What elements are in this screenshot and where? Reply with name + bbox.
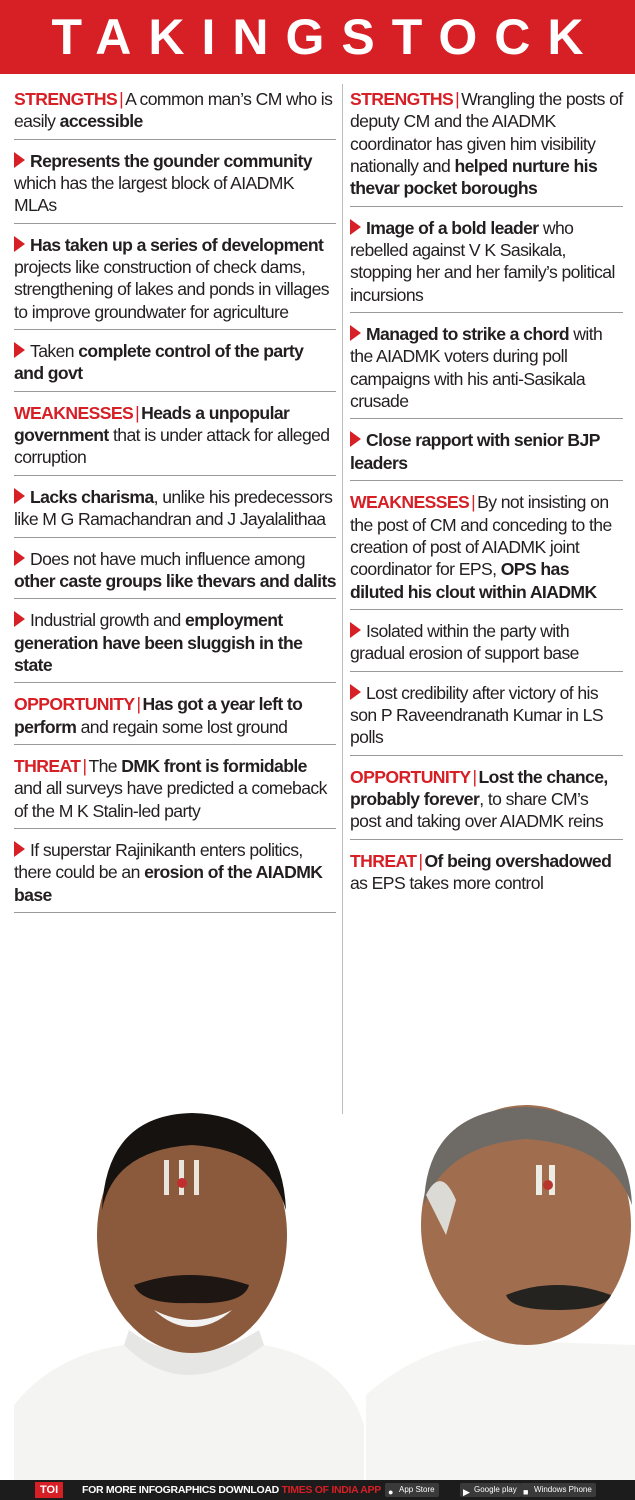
highlight-text: OPS has diluted his clout within AIADMK: [350, 559, 597, 602]
label-separator: |: [119, 89, 124, 109]
footer-bar: [0, 1480, 635, 1500]
ops-portrait: [366, 1105, 635, 1480]
google-play-badge[interactable]: [460, 1483, 521, 1497]
body-text: , to share CM’s post and taking over AIADMK reins: [350, 788, 604, 832]
body-text: as EPS takes more control: [350, 872, 544, 893]
bullet-arrow-icon: [350, 219, 361, 235]
highlight-text: Lacks charisma: [30, 486, 154, 507]
highlight-text: helped nurture his thevar pocket boroughs: [350, 156, 598, 199]
body-text: Does not have much influence among: [30, 548, 305, 569]
bullet-arrow-icon: [14, 152, 25, 168]
bullet-arrow-icon: [350, 431, 361, 447]
section-label: THREAT: [350, 850, 417, 871]
right_column-item: [350, 425, 623, 481]
body-text: with the AIADMK voters during poll campaigns with his anti-Sasikala crusade: [350, 324, 603, 412]
footer-promo-text: FOR MORE INFOGRAPHICS DOWNLOAD: [82, 1484, 282, 1496]
highlight-text: employment generation have been sluggish in the state: [14, 610, 303, 675]
body-text: Industrial growth and: [30, 610, 186, 631]
right_column-item: [350, 616, 623, 672]
body-text: Lost credibility after victory of his son P Raveendranath Kumar in LS polls: [350, 682, 603, 748]
left_column-item: [14, 482, 336, 538]
label-separator: |: [455, 89, 460, 109]
body-text: Taken: [30, 341, 79, 362]
right_column-item: [350, 846, 623, 901]
highlight-text: Lost the chance, probably forever: [350, 766, 608, 809]
body-text: and regain some lost ground: [76, 716, 288, 737]
app-store-badge[interactable]: [385, 1483, 439, 1497]
body-text: A common man’s CM who is easily: [14, 89, 333, 132]
highlight-text: accessible: [59, 111, 143, 132]
section-label: THREAT: [14, 755, 81, 776]
bullet-arrow-icon: [14, 550, 25, 566]
body-text: which has the largest block of AIADMK MLAs: [14, 173, 294, 216]
toi-logo[interactable]: TOI: [35, 1482, 63, 1498]
highlight-text: complete control of the party and govt: [14, 341, 304, 384]
play-icon: ▶: [463, 1487, 470, 1497]
windows-icon: ■: [523, 1487, 529, 1497]
highlight-text: Image of a bold leader: [366, 217, 539, 238]
google-play-label: Google play: [474, 1485, 517, 1494]
left_column-item: [14, 84, 336, 140]
bullet-arrow-icon: [14, 841, 25, 857]
body-text: , unlike his predecessors like M G Ramachandran and J Jayalalithaa: [14, 486, 333, 530]
body-text: projects like construction of check dams, strengthening of lakes and ponds in villages to improve groundwater for agriculture: [14, 257, 329, 322]
column-divider: [342, 84, 343, 1114]
label-separator: |: [471, 492, 476, 513]
section-label: STRENGTHS: [14, 89, 118, 109]
body-text: By not insisting on the post of CM and conceding to the creation of post of AIADMK joint coordinator for EPS,: [350, 492, 612, 580]
eps-column: [14, 84, 336, 919]
right_column-item: [350, 762, 623, 840]
body-text: The: [88, 755, 122, 776]
label-separator: |: [472, 766, 477, 787]
highlight-text: Heads a unpopular government: [14, 402, 290, 446]
body-text: If superstar Rajinikanth enters politics, there could be an: [14, 839, 303, 883]
left_column-item: [14, 230, 336, 330]
app-store-label: App Store: [399, 1485, 435, 1494]
left_column-item: [14, 605, 336, 683]
bullet-arrow-icon: [14, 488, 25, 504]
highlight-text: other caste groups like thevars and dalits: [14, 570, 336, 591]
highlight-text: erosion of the AIADMK base: [14, 862, 323, 905]
body-text: who rebelled against V K Sasikala, stopping her and her family’s political incursions: [350, 217, 615, 305]
bullet-arrow-icon: [350, 684, 361, 700]
section-label: WEAKNESSES: [14, 402, 134, 423]
bullet-arrow-icon: [14, 236, 25, 252]
highlight-text: Managed to strike a chord: [366, 324, 570, 345]
footer-app-name: TIMES OF INDIA APP: [281, 1484, 381, 1496]
label-separator: |: [135, 402, 140, 423]
left_column-item: [14, 689, 336, 745]
section-label: OPPORTUNITY: [14, 694, 135, 715]
right_column-item: [350, 84, 623, 207]
section-label: WEAKNESSES: [350, 492, 470, 513]
right_column-item: [350, 319, 623, 419]
label-separator: |: [136, 694, 141, 715]
right_column-item: [350, 487, 623, 610]
left_column-item: [14, 544, 336, 600]
bullet-arrow-icon: [350, 325, 361, 341]
highlight-text: Has got a year left to perform: [14, 694, 303, 737]
eps-portrait: [14, 1105, 364, 1480]
highlight-text: Close rapport with senior BJP leaders: [350, 430, 600, 473]
left_column-item: [14, 336, 336, 392]
label-separator: |: [82, 755, 87, 776]
highlight-text: Of being overshadowed: [424, 850, 612, 871]
highlight-text: Has taken up a series of development: [30, 234, 324, 255]
left_column-item: [14, 398, 336, 476]
bullet-arrow-icon: [14, 611, 25, 627]
section-label: STRENGTHS: [350, 89, 454, 109]
bullet-arrow-icon: [350, 622, 361, 638]
section-label: OPPORTUNITY: [350, 766, 471, 787]
left_column-item: [14, 146, 336, 224]
footer-promo: [82, 1480, 381, 1500]
bullet-arrow-icon: [14, 342, 25, 358]
highlight-text: DMK front is formidable: [121, 755, 307, 776]
right_column-item: [350, 213, 623, 313]
label-separator: |: [418, 850, 423, 871]
windows-phone-badge[interactable]: [520, 1483, 596, 1497]
right_column-item: [350, 678, 623, 756]
highlight-text: Represents the gounder community: [30, 150, 312, 171]
ops-column: [350, 84, 623, 906]
apple-icon: ●: [388, 1487, 394, 1497]
body-text: Wrangling the posts of deputy CM and the AIADMK coordinator has given him visibility nationally and: [350, 89, 623, 177]
left_column-item: [14, 835, 336, 913]
body-text: Isolated within the party with gradual erosion of support base: [350, 620, 579, 664]
left_column-item: [14, 751, 336, 829]
body-text: and all surveys have predicted a comeback of the M K Stalin-led party: [14, 778, 327, 821]
body-text: that is under attack for alleged corruption: [14, 425, 330, 468]
windows-phone-label: Windows Phone: [534, 1485, 592, 1494]
page-title: TAKINGSTOCK: [0, 0, 635, 74]
